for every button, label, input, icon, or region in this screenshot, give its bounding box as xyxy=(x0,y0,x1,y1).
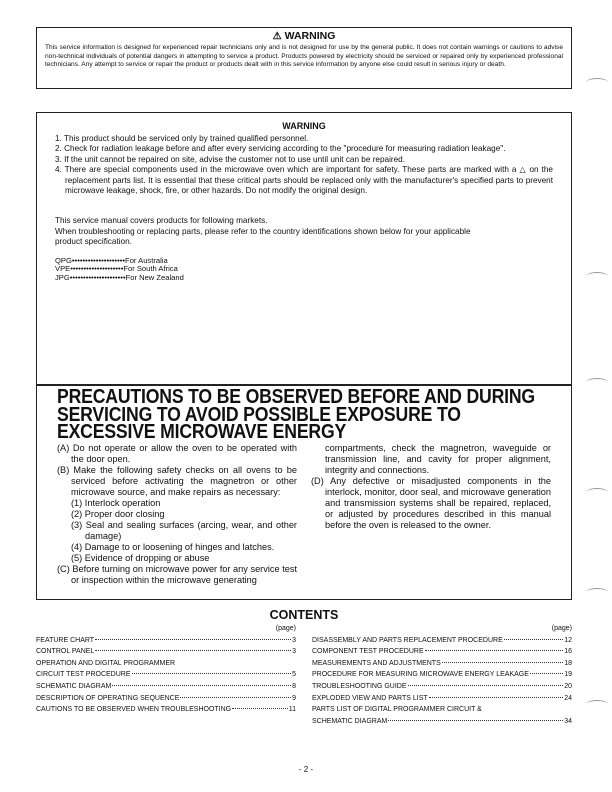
toc-entry[interactable]: CIRCUIT TEST PROCEDURE 5 xyxy=(36,671,296,679)
warning-item-3: 3. If the unit cannot be repaired on site, advise the customer not to use until unit can be repaired. xyxy=(55,154,406,164)
market-code-jpg: JPG•••••••••••••••••••••For New Zealand xyxy=(55,273,184,283)
page-number: - 2 - xyxy=(298,765,314,774)
precautions-heading: PRECAUTIONS TO BE OBSERVED BEFORE AND DURING SERVICING TO AVOID POSSIBLE EXPOSURE TO EXCESSIVE MICROWAVE ENERGY xyxy=(57,385,535,443)
market-codes xyxy=(55,257,553,283)
top-warning-title: ⚠ WARNING xyxy=(272,30,336,42)
top-warning-text: This service information is designed for experienced repair technicians only and is not designed for use by the general public. It does not contain warnings or cautions to advise non-technical individuals of potential dangers in attempting to service a product. Products powered by electricity should be serviced or repaired only by experienced professional technicians. Any attempt to service or repair the product or products dealt with in this service information by anyone else could result in serious injury or death. xyxy=(45,44,563,69)
toc-entry[interactable]: SCHEMATIC DIAGRAM 34 xyxy=(312,717,572,725)
warning-item-4: 4. There are special components used in the microwave oven which are important for safety. These parts are marked with a △ on the replacement parts list. It is essential that these critical parts should be replaced only with the manufacturer's specified parts to prevent microwave leakage, shock, fire, or other hazards. Do not modify the original design. xyxy=(55,165,553,196)
contents-left-column xyxy=(36,623,296,727)
markets-section xyxy=(55,216,553,247)
page-column-header: (page) xyxy=(551,625,572,632)
precaution-c-continued: compartments, check the magnetron, waveguide or transmission line, and cavity for proper alignment, integrity and connections. xyxy=(325,442,551,475)
precaution-d: (D) Any defective or misadjusted components in the interlock, monitor, door seal, and microwave generation and transmission systems shall be repaired, replaced, or adjusted by procedures described in this manual before the oven is released to the owner. xyxy=(311,475,551,530)
market-code-vpe: VPE••••••••••••••••••••For South Africa xyxy=(55,264,178,274)
toc-entry[interactable]: PROCEDURE FOR MEASURING MICROWAVE ENERGY LEAKAGE 19 xyxy=(312,671,572,679)
toc-entry[interactable]: SCHEMATIC DIAGRAM 8 xyxy=(36,682,296,690)
scan-edge-mark xyxy=(586,588,608,597)
precaution-b-3: (3) Seal and sealing surfaces (arcing, wear, and other damage) xyxy=(71,519,297,541)
page-column-header: (page) xyxy=(275,625,296,632)
markets-line-1: This service manual covers products for following markets. xyxy=(55,216,268,226)
toc-entry[interactable]: CONTROL PANEL 3 xyxy=(36,648,296,656)
precaution-a: (A) Do not operate or allow the oven to be operated with the door open. xyxy=(57,442,297,464)
toc-entry[interactable]: COMPONENT TEST PROCEDURE 16 xyxy=(312,648,572,656)
warning-triangle-icon: ⚠ xyxy=(272,31,282,42)
warning-item-1: 1. This product should be serviced only by trained qualified personnel. xyxy=(55,134,309,143)
scan-edge-mark xyxy=(586,78,608,87)
scan-edge-mark xyxy=(586,378,608,387)
toc-entry[interactable]: OPERATION AND DIGITAL PROGRAMMER xyxy=(36,659,176,667)
toc-entry[interactable]: CAUTIONS TO BE OBSERVED WHEN TROUBLESHOOTING 11 xyxy=(36,706,296,714)
toc-entry[interactable]: DESCRIPTION OF OPERATING SEQUENCE 9 xyxy=(36,694,296,702)
contents-right-column xyxy=(312,623,572,727)
markets-line-2: When troubleshooting or replacing parts, please refer to the country identifications shown below for your applicable product specification. xyxy=(55,226,471,247)
precaution-b-4: (4) Damage to or loosening of hinges and latches. xyxy=(71,541,275,552)
precaution-b-5: (5) Evidence of dropping or abuse xyxy=(71,552,210,563)
precaution-c: (C) Before turning on microwave power for any service test or inspection within the microwave generating xyxy=(57,563,297,585)
warning-item-2: 2. Check for radiation leakage before and after every servicing according to the "procedure for measuring radiation leakage". xyxy=(55,144,506,154)
precautions-right-column xyxy=(311,443,551,586)
precautions-left-column xyxy=(57,443,297,586)
scan-edge-mark xyxy=(586,488,608,497)
toc-entry[interactable]: DISASSEMBLY AND PARTS REPLACEMENT PROCEDURE 12 xyxy=(312,636,572,644)
toc-entry[interactable]: PARTS LIST OF DIGITAL PROGRAMMER CIRCUIT & xyxy=(312,706,482,714)
toc-entry[interactable]: MEASUREMENTS AND ADJUSTMENTS 18 xyxy=(312,659,572,667)
top-warning-box xyxy=(36,27,572,89)
contents-title: CONTENTS xyxy=(269,608,339,622)
warning-box-title: WARNING xyxy=(282,121,326,131)
scan-edge-mark xyxy=(586,272,608,281)
warning-box xyxy=(36,112,572,385)
precaution-b: (B) Make the following safety checks on all ovens to be serviced before activating the magnetron or other microwave source, and make repairs as necessary: xyxy=(57,464,297,497)
toc-entry[interactable]: FEATURE CHART 3 xyxy=(36,636,296,644)
toc-entry[interactable]: TROUBLESHOOTING GUIDE 20 xyxy=(312,682,572,690)
precaution-b-2: (2) Proper door closing xyxy=(71,508,165,519)
precaution-b-1: (1) Interlock operation xyxy=(71,497,161,508)
warning-list xyxy=(55,134,553,196)
toc-entry[interactable]: EXPLODED VIEW AND PARTS LIST 24 xyxy=(312,694,572,702)
contents-section xyxy=(36,608,572,727)
market-code-qpg: QPG••••••••••••••••••••For Australia xyxy=(55,255,168,265)
precautions-box xyxy=(36,385,572,600)
scan-edge-mark xyxy=(586,700,608,709)
